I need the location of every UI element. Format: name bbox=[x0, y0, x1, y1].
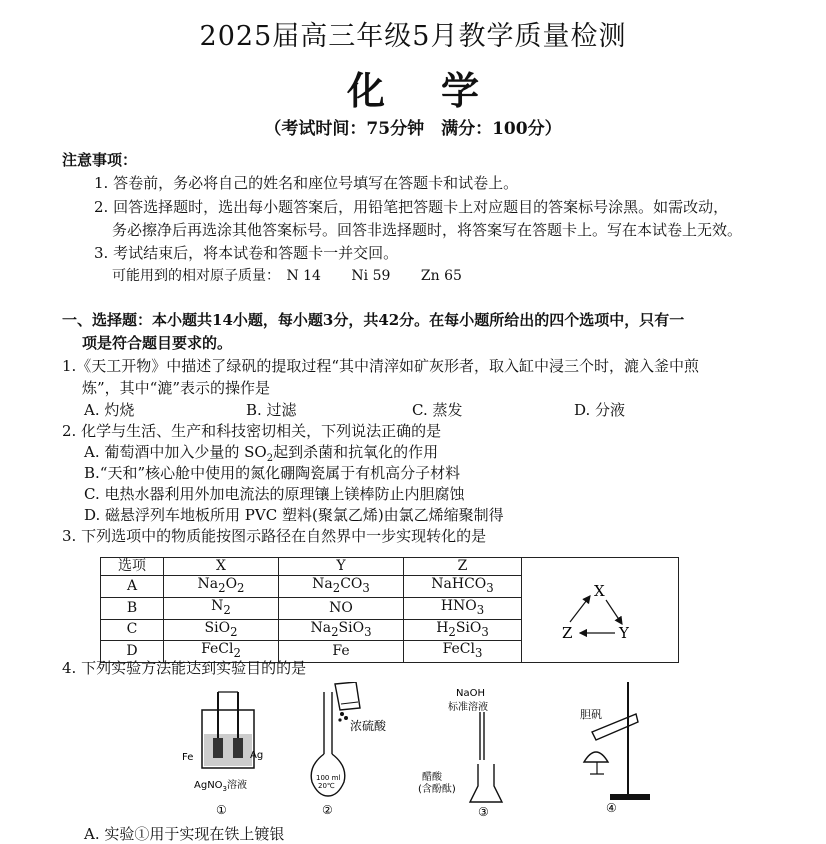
conversion-diagram bbox=[522, 558, 679, 663]
y-cell: NO bbox=[279, 597, 404, 619]
y-cell: $Na_2SiO_3$ bbox=[279, 619, 404, 641]
col-header: X bbox=[164, 558, 279, 576]
atomic-mass-label: 可能用到的相对原子质量： bbox=[112, 268, 280, 284]
exam-title: 2025届高三年级5月教学质量检测 bbox=[199, 21, 627, 52]
atomic-mass-line bbox=[112, 265, 462, 285]
q1-stem: 1.《天工开物》中描述了绿矾的提取过程“其中清滓如矿灰形者，取入缸中浸三个时，漉入釜中煎 bbox=[62, 357, 699, 375]
y-cell: $Na_2CO_3$ bbox=[279, 576, 404, 598]
note-item: 1. 答卷前，务必将自己的姓名和座位号填写在答题卡和试卷上。 bbox=[94, 174, 519, 192]
x-cell: $N_2$ bbox=[164, 597, 279, 619]
opt-cell: B bbox=[101, 597, 164, 619]
note-item: 务必擦净后再选涂其他答案标号。回答非选择题时，将答案写在答题卡上。写在本试卷上无效。 bbox=[112, 221, 743, 239]
opt-cell: A bbox=[101, 576, 164, 598]
figure-number: ② bbox=[322, 803, 333, 817]
node-z: Z bbox=[562, 623, 573, 642]
col-header: 选项 bbox=[101, 558, 164, 576]
z-cell: NaHCO$_3$ bbox=[404, 576, 522, 598]
section-heading-cont: 项是符合题目要求的。 bbox=[82, 334, 233, 352]
opt-cell: D bbox=[101, 641, 164, 663]
figure-4-heating bbox=[566, 680, 676, 824]
atomic-mass-zn: Zn 65 bbox=[420, 268, 462, 284]
atomic-mass-ni: Ni 59 bbox=[351, 268, 391, 284]
arrow-x-to-y bbox=[606, 600, 622, 624]
q2-option-d: D. 磁悬浮列车地板所用 PVC 塑料(聚氯乙烯)由氯乙烯缩聚制得 bbox=[84, 506, 504, 524]
node-x: X bbox=[594, 581, 605, 600]
fe-label: Fe bbox=[182, 752, 194, 763]
arrow-z-to-x bbox=[570, 596, 590, 622]
figure-3-titration bbox=[418, 682, 528, 824]
figure-number: ③ bbox=[478, 805, 489, 819]
q1-option-c: C. 蒸发 bbox=[412, 401, 463, 419]
solution-label: AgNO$_3$溶液 bbox=[194, 780, 248, 793]
q3-options-table bbox=[100, 557, 679, 663]
figure-number: ① bbox=[216, 803, 227, 817]
q1-stem-cont: 炼”，其中“漉”表示的操作是 bbox=[82, 379, 271, 397]
figure-1-electroplating bbox=[180, 682, 280, 824]
acid-label: 浓硫酸 bbox=[350, 719, 387, 733]
q1-option-b: B. 过滤 bbox=[246, 401, 297, 419]
z-cell: FeCl$_3$ bbox=[404, 641, 522, 663]
q2-option-a: A. 葡萄酒中加入少量的 $SO_2$起到杀菌和抗氧化的作用 bbox=[84, 443, 439, 464]
notes-heading: 注意事项： bbox=[62, 151, 138, 169]
naoh-label: NaOH bbox=[456, 688, 485, 699]
x-cell: $Na_2O_2$ bbox=[164, 576, 279, 598]
table-header-row bbox=[101, 558, 679, 576]
acid-label-2: (含酚酞) bbox=[418, 784, 456, 795]
q2-stem: 2. 化学与生活、生产和科技密切相关，下列说法正确的是 bbox=[62, 422, 442, 440]
q4-stem: 4. 下列实验方法能达到实验目的的是 bbox=[62, 659, 307, 677]
z-cell: $H_2SiO_3$ bbox=[404, 619, 522, 641]
q2-option-c: C. 电热水器利用外加电流法的原理镶上镁棒防止内胆腐蚀 bbox=[84, 485, 465, 503]
flask-volume: 100 ml bbox=[316, 774, 341, 782]
q1-option-d: D. 分液 bbox=[574, 401, 626, 419]
col-header: Z bbox=[404, 558, 522, 576]
section-heading: 一、选择题：本小题共14小题，每小题3分，共42分。在每小题所给出的四个选项中，只有一 bbox=[62, 311, 685, 329]
z-cell: $HNO_3$ bbox=[404, 597, 522, 619]
x-cell: FeCl$_2$ bbox=[164, 641, 279, 663]
q4-option-a: A. 实验①用于实现在铁上镀银 bbox=[84, 825, 285, 843]
q3-stem: 3. 下列选项中的物质能按图示路径在自然界中一步实现转化的是 bbox=[62, 527, 487, 545]
exam-info: （考试时间：75分钟 满分：100分） bbox=[264, 119, 562, 139]
node-y: Y bbox=[619, 623, 629, 642]
acid-label: 醋酸 bbox=[422, 772, 442, 783]
note-item: 2. 回答选择题时，选出每小题答案后，用铅笔把答题卡上对应题目的答案标号涂黑。如需改动， bbox=[94, 198, 729, 216]
figure-2-volumetric-flask bbox=[300, 682, 400, 824]
atomic-mass-n: N 14 bbox=[286, 268, 321, 284]
naoh-label-2: 标准溶液 bbox=[448, 702, 488, 713]
q1-option-a: A. 灼烧 bbox=[84, 401, 135, 419]
figure-number: ④ bbox=[606, 801, 617, 815]
subject-title: 化学 bbox=[346, 68, 535, 113]
q2-option-b: B.“天和”核心舱中使用的氮化硼陶瓷属于有机高分子材料 bbox=[84, 464, 461, 482]
flask-temp: 20℃ bbox=[318, 782, 335, 790]
ag-label: Ag bbox=[250, 750, 264, 761]
x-cell: SiO$_2$ bbox=[164, 619, 279, 641]
y-cell: Fe bbox=[279, 641, 404, 663]
chalcanthite-label: 胆矾 bbox=[580, 708, 602, 721]
opt-cell: C bbox=[101, 619, 164, 641]
note-item: 3. 考试结束后，将本试卷和答题卡一并交回。 bbox=[94, 244, 399, 262]
col-header: Y bbox=[279, 558, 404, 576]
